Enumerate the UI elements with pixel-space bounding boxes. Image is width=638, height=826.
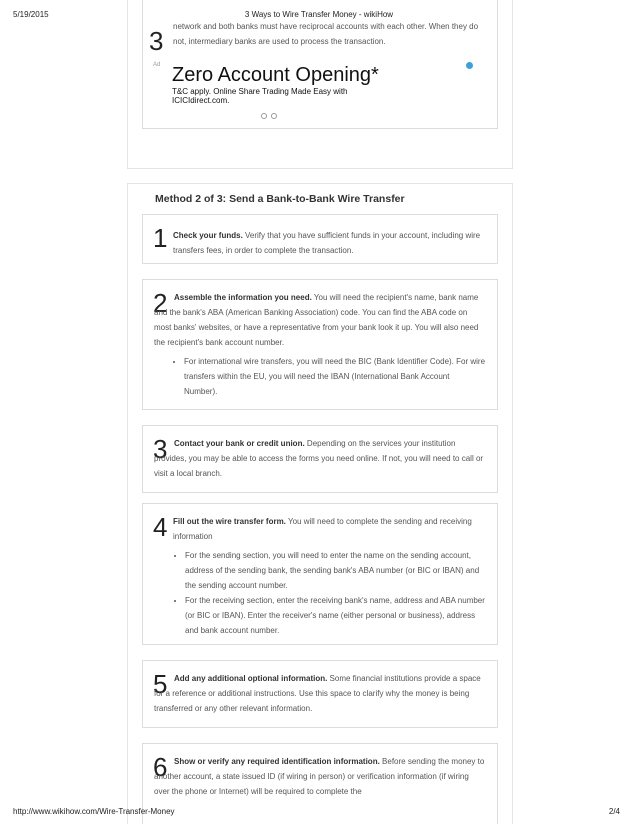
step-bullets [173, 548, 485, 638]
step-number: 2 [153, 288, 168, 318]
carousel-dot[interactable] [261, 113, 267, 119]
step-text: Depending on the services your institution provides, you may be able to access the forms you need online. If not, you will need to call or visit a local branch. [154, 439, 484, 478]
step-card-5 [142, 660, 498, 728]
step-lead: Check your funds. [173, 231, 243, 240]
step-lead: Add any additional optional information. [174, 674, 328, 683]
page-number: 2/4 [608, 807, 620, 816]
step-lead: Assemble the information you need. [174, 293, 312, 302]
bullet-item: • For the sending section, you will need to enter the name on the sending account, address of the sending bank, the sending bank's ABA number (or BIC or IBAN) and the sending account number. [185, 548, 485, 593]
step-body [154, 754, 485, 799]
step-lead: Contact your bank or credit union. [174, 439, 305, 448]
ad-choices-icon[interactable] [466, 62, 473, 69]
step-card-3 [142, 425, 498, 493]
step-lead: Show or verify any required identification information. [174, 757, 380, 766]
step-text: Some financial institutions provide a space for a reference or additional instructions. Use this space to clarify why the money is being transferred or any other relevant information. [154, 674, 481, 713]
step-bullets [154, 354, 485, 399]
ad-carousel-dots[interactable] [261, 106, 281, 124]
step-body [173, 228, 485, 258]
step-card-4 [142, 503, 498, 645]
print-footer [0, 807, 638, 821]
step-text: You will need to complete the sending and receiving information [173, 517, 472, 541]
step-card-2 [142, 279, 498, 410]
step-number: 3 [149, 26, 164, 56]
print-url[interactable]: http://www.wikihow.com/Wire-Transfer-Money [13, 807, 175, 816]
print-title: 3 Ways to Wire Transfer Money - wikiHow [244, 10, 394, 19]
ad-label: Ad [153, 62, 161, 68]
step-number: 4 [153, 512, 168, 542]
step-body [154, 436, 485, 481]
bullet-item: • For international wire transfers, you will need the BIC (Bank Identifier Code). For wire transfers within the EU, you will need the IBAN (International Bank Account Number). [184, 354, 485, 399]
step-body [154, 290, 485, 399]
print-date: 5/19/2015 [13, 10, 49, 19]
step-card-1 [142, 214, 498, 264]
step-text: Before sending the money to another account, a state issued ID (if wiring in person) or verification information (if wiring over the phone or Internet) will be required to complete the [154, 757, 485, 796]
step-body [173, 514, 485, 638]
step-text: network and both banks must have reciprocal accounts with each other. When they do not, intermediary banks are used to process the transaction. [173, 22, 479, 46]
step-lead: Fill out the wire transfer form. [173, 517, 286, 526]
bullet-item: • For the receiving section, enter the receiving bank's name, address and ABA number (or BIC or IBAN). Enter the receiver's name (either personal or business), address and bank account number. [185, 593, 485, 638]
ad-subtext[interactable]: T&C apply. Online Share Trading Made Easy with ICICIdirect.com. [172, 87, 348, 105]
method-title: Method 2 of 3: Send a Bank-to-Bank Wire Transfer [155, 193, 405, 205]
step-body [154, 671, 485, 716]
step-number: 1 [153, 223, 168, 253]
step-number: 6 [153, 752, 168, 782]
carousel-dot[interactable] [271, 113, 277, 119]
step-text: Verify that you have sufficient funds in your account, including wire transfers fees, in order to complete the transaction. [173, 231, 481, 255]
step-text: You will need the recipient's name, bank name and the bank's ABA (American Banking Association) code. You can find the ABA code on most banks' websites, or have a representative from your bank look it up. You will also need the recipient's bank account number. [154, 293, 479, 347]
ad-headline[interactable]: Zero Account Opening* [172, 64, 379, 86]
step-number: 5 [153, 669, 168, 699]
step-number: 3 [153, 434, 168, 464]
